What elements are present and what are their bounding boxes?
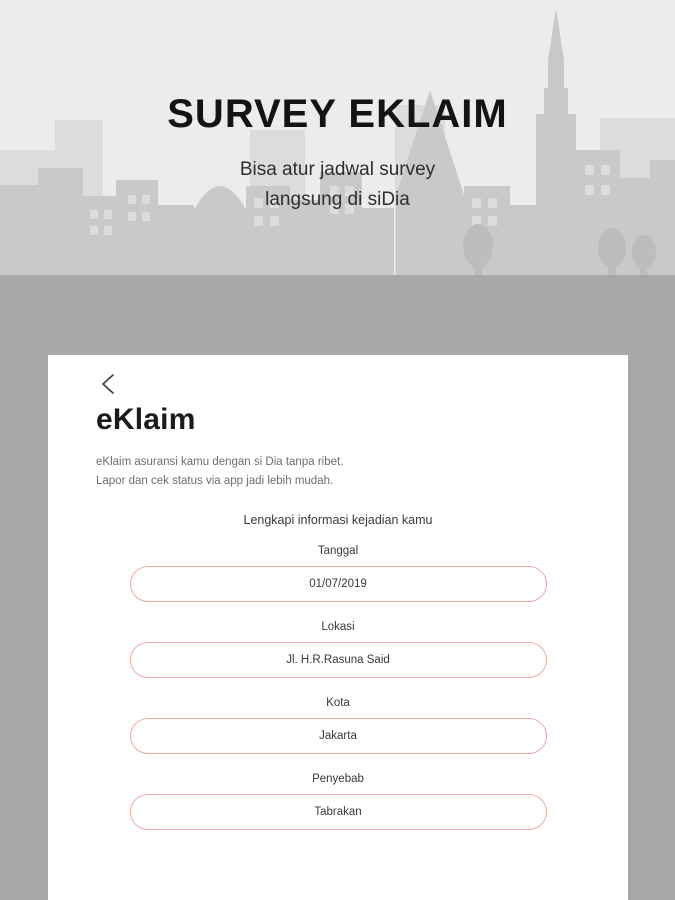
form-heading: Lengkapi informasi kejadian kamu — [243, 513, 433, 527]
page-description — [96, 453, 343, 491]
input-tanggal[interactable]: 01/07/2019 — [130, 566, 547, 602]
claim-form — [48, 513, 628, 849]
hero-subtitle-line2: langsung di siDia — [265, 189, 410, 210]
input-lokasi[interactable]: Jl. H.R.Rasuna Said — [130, 642, 547, 678]
page-description-line1: eKlaim asuransi kamu dengan si Dia tanpa ribet. — [96, 456, 344, 468]
hero-banner — [0, 0, 675, 275]
page-title: eKlaim — [96, 403, 196, 436]
phone-screen-card — [48, 355, 628, 900]
page-description-line2: Lapor dan cek status via app jadi lebih mudah. — [96, 475, 334, 487]
label-kota: Kota — [326, 697, 350, 709]
label-penyebab: Penyebab — [312, 773, 364, 785]
label-tanggal: Tanggal — [317, 545, 359, 557]
hero-title: SURVEY EKLAIM — [167, 92, 508, 136]
back-arrow-icon[interactable] — [96, 371, 122, 397]
hero-text-block — [0, 0, 675, 215]
label-lokasi: Lokasi — [321, 621, 355, 633]
hero-subtitle-line1: Bisa atur jadwal survey — [239, 159, 436, 180]
input-kota[interactable]: Jakarta — [130, 718, 547, 754]
hero-subtitle — [0, 155, 675, 215]
input-penyebab[interactable]: Tabrakan — [130, 794, 547, 830]
